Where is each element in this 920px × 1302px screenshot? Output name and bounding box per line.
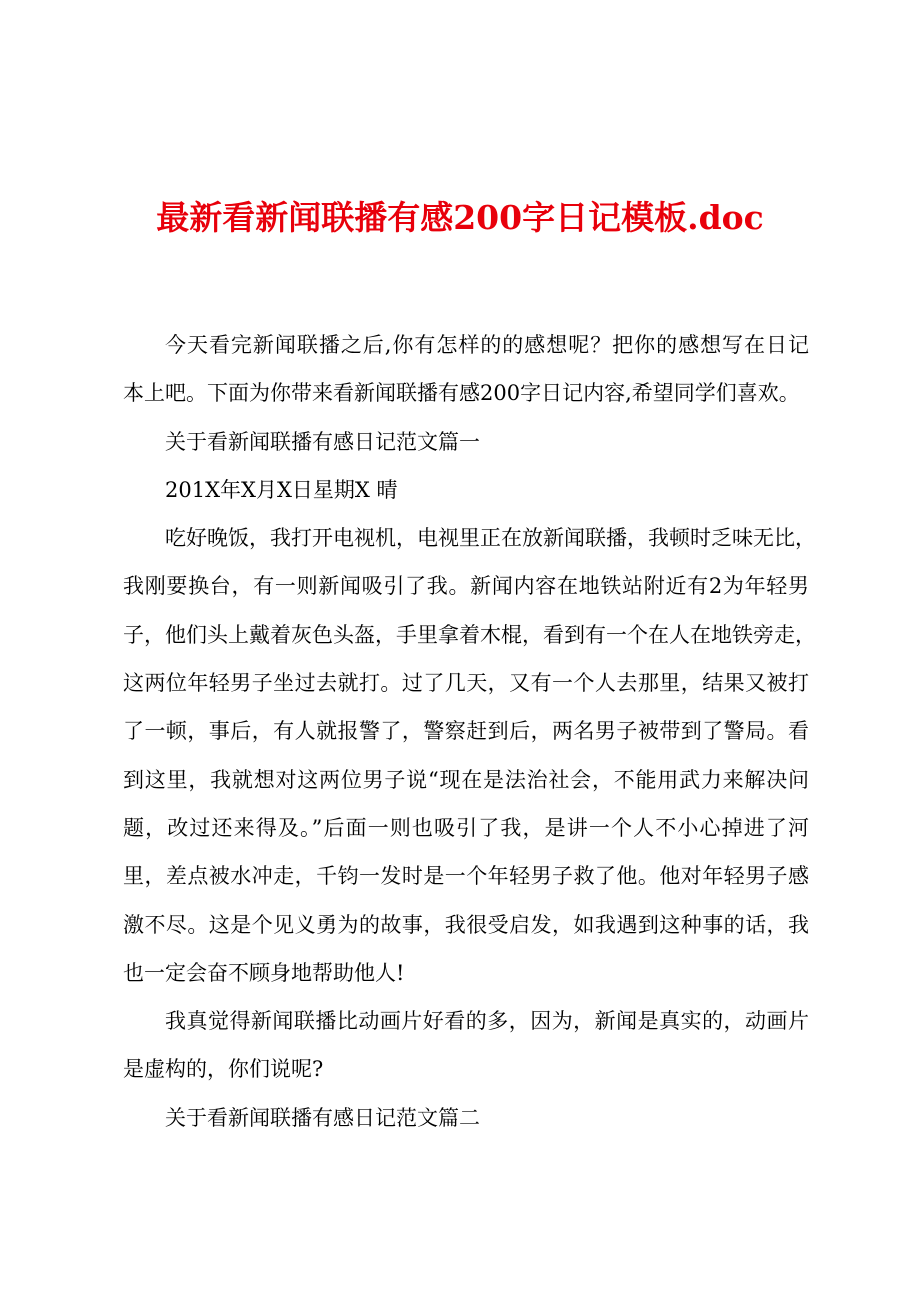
diary-date — [123, 469, 809, 517]
text-line: 关于看新闻联播有感日记范文篇二 — [165, 1105, 480, 1130]
text-line: 本上吧。下面为你带来看新闻联播有感200字日记内容,希望同学们喜欢。 — [123, 381, 800, 406]
text-line: 里，差点被水冲走，千钧一发时是一个年轻男子救了他。他对年轻男子感 — [123, 864, 809, 889]
text-line: 到这里，我就想对这两位男子说“现在是法治社会，不能用武力来解决问 — [123, 767, 809, 792]
text-line: 子，他们头上戴着灰色头盔，手里拿着木棍，看到有一个在人在地铁旁走， — [123, 622, 816, 647]
section-heading — [123, 1097, 809, 1145]
text-line: 关于看新闻联播有感日记范文篇一 — [165, 429, 480, 454]
section-heading — [123, 421, 809, 469]
paragraph — [123, 1000, 809, 1097]
text-line: 这两位年轻男子坐过去就打。过了几天，又有一个人去那里，结果又被打 — [123, 671, 809, 696]
text-line: 吃好晚饭，我打开电视机，电视里正在放新闻联播，我顿时乏味无比， — [165, 526, 816, 551]
text-line: 题，改过还来得及。”后面一则也吸引了我，是讲一个人不小心掉进了河 — [123, 815, 809, 840]
paragraph — [123, 324, 809, 421]
text-line: 我真觉得新闻联播比动画片好看的多，因为，新闻是真实的，动画片 — [165, 1009, 809, 1034]
text-line: 我刚要换台，有一则新闻吸引了我。新闻内容在地铁站附近有2为年轻男 — [123, 574, 809, 599]
paragraph — [123, 517, 816, 1000]
text-line: 也一定会奋不顾身地帮助他人! — [123, 960, 405, 985]
text-line: 激不尽。这是个见义勇为的故事，我很受启发，如我遇到这种事的话，我 — [123, 912, 809, 937]
document-body — [123, 324, 816, 1145]
document-title: 最新看新闻联播有感200字日记模板.doc — [156, 198, 764, 237]
text-line: 是虚构的，你们说呢? — [123, 1057, 324, 1082]
text-line: 了一顿，事后，有人就报警了，警察赶到后，两名男子被带到了警局。看 — [123, 719, 809, 744]
text-line: 今天看完新闻联播之后,你有怎样的的感想呢？把你的感想写在日记 — [165, 333, 809, 357]
text-line: 201X年X月X日星期X 晴 — [165, 477, 398, 502]
